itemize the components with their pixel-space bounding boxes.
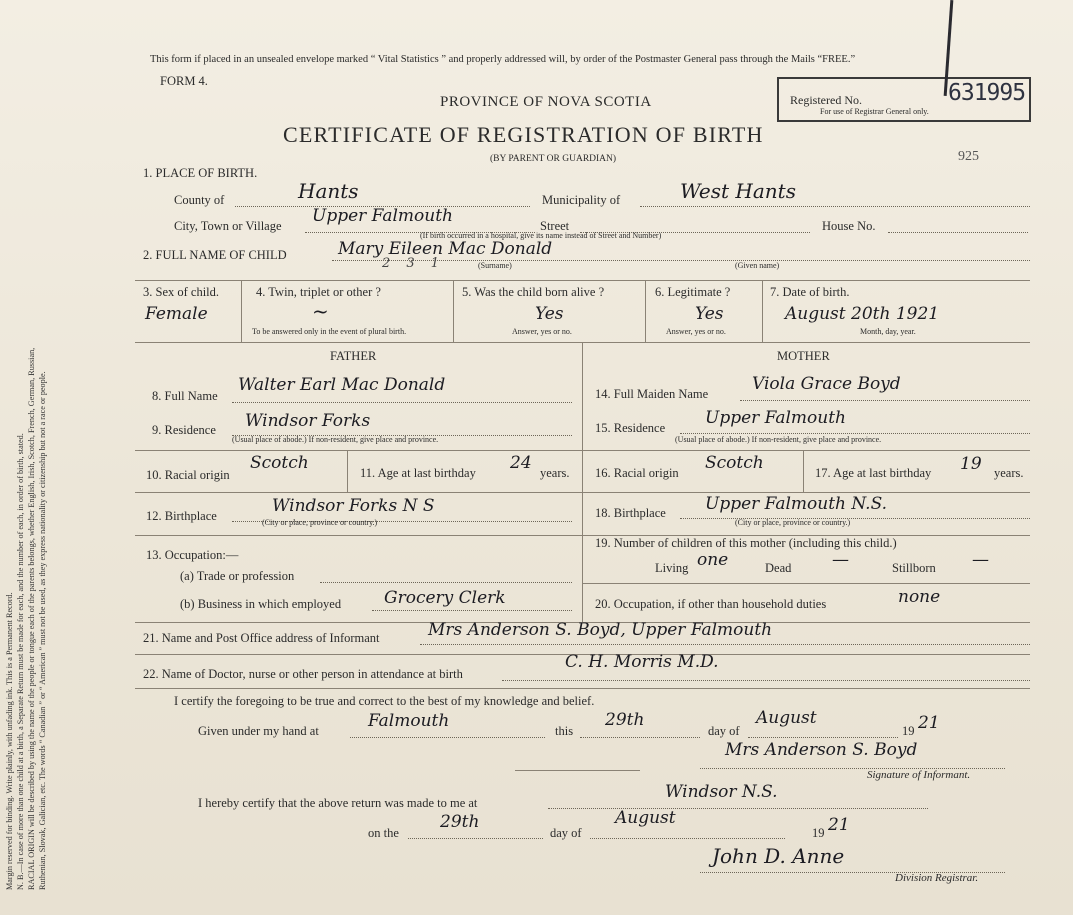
page-subtitle: (BY PARENT OR GUARDIAN) — [490, 154, 617, 164]
mother-occupation-label: 20. Occupation, if other than household duties — [595, 597, 827, 611]
margin-note-2: N. B.—In case of more than one child at a birth, a Separate Return must be made for each, and the number of each, in order of birth, stated. — [16, 433, 25, 890]
father-residence-label: 9. Residence — [152, 423, 216, 437]
mother-residence-value: Upper Falmouth — [705, 408, 846, 428]
given-year: 21 — [918, 713, 940, 733]
given-place: Falmouth — [368, 711, 450, 731]
mail-notice: This form if placed in an unsealed envelope marked “ Vital Statistics ” and properly addressed will, by order of the Postmaster General pass through the Mails “FREE.” — [150, 54, 856, 65]
father-heading: FATHER — [330, 349, 377, 363]
county-value: Hants — [298, 179, 359, 203]
children-label: 19. Number of children of this mother (including this child.) — [595, 536, 897, 550]
child-name-label: 2. FULL NAME OF CHILD — [143, 248, 287, 262]
mother-birthplace-label: 18. Birthplace — [595, 506, 666, 520]
given-day: 29th — [605, 710, 645, 730]
father-racial-label: 10. Racial origin — [146, 468, 230, 482]
father-name-label: 8. Full Name — [152, 389, 218, 403]
page-title: CERTIFICATE OF REGISTRATION OF BIRTH — [283, 122, 764, 147]
given-month: August — [756, 708, 817, 728]
certify-statement: I certify the foregoing to be true and correct to the best of my knowledge and belief. — [174, 694, 595, 708]
mother-age-label: 17. Age at last birthday — [815, 466, 932, 480]
father-racial-value: Scotch — [250, 453, 309, 473]
margin-note-4: Ruthenian, Slovak, Galician, etc. The words “ Canadian ” or “ American ” must not be used, as they express nationality or citizenship but not a race or people. — [38, 371, 47, 890]
this-label: this — [555, 724, 574, 738]
mother-name-label: 14. Full Maiden Name — [595, 387, 709, 401]
mother-birthplace-note: (City or place, province or country.) — [735, 518, 851, 527]
registrar-statement: I hereby certify that the above return was made to me at — [198, 796, 478, 810]
father-age-value: 24 — [510, 453, 532, 473]
sex-label: 3. Sex of child. — [143, 285, 220, 299]
trade-label: (a) Trade or profession — [180, 569, 295, 583]
father-age-unit: years. — [540, 466, 570, 480]
registrar-day: 29th — [440, 812, 480, 832]
informant-signature-label: Signature of Informant. — [867, 769, 971, 781]
city-value: Upper Falmouth — [312, 206, 453, 226]
mother-occupation-value: none — [898, 587, 941, 607]
mother-heading: MOTHER — [777, 349, 830, 363]
registrar-month: August — [615, 808, 676, 828]
registered-label: Registered No. — [790, 93, 862, 107]
registrar-year: 21 — [828, 815, 850, 835]
father-business-value: Grocery Clerk — [384, 588, 506, 608]
municipality-label: Municipality of — [542, 193, 621, 207]
stillborn-label: Stillborn — [892, 561, 936, 575]
father-birthplace-note: (City or place, province or country.) — [262, 518, 378, 527]
province-title: PROVINCE OF NOVA SCOTIA — [440, 94, 652, 110]
living-label: Living — [655, 561, 689, 575]
on-the-label: on the — [368, 826, 399, 840]
city-label: City, Town or Village — [174, 219, 282, 233]
legitimate-label: 6. Legitimate ? — [655, 285, 731, 299]
living-value: one — [697, 550, 729, 570]
date-value: August 20th 1921 — [785, 304, 940, 324]
surname-caption: (Surname) — [478, 261, 512, 270]
mother-racial-value: Scotch — [705, 453, 764, 473]
margin-note-3: RACIAL ORIGIN will be described by using the name of the people or tongue each of the parents belongs, whether English, Irish, Scotch, French, German, Russian, — [27, 347, 36, 890]
informant-label: 21. Name and Post Office address of Informant — [143, 631, 380, 645]
sex-value: Female — [145, 304, 208, 324]
mother-residence-label: 15. Residence — [595, 421, 666, 435]
dead-value: — — [832, 550, 849, 570]
street-label: Street — [540, 219, 570, 233]
child-name-value: Mary Eileen Mac Donald — [338, 239, 553, 259]
registered-sublabel: For use of Registrar General only. — [820, 107, 929, 116]
day-of-label: day of — [708, 724, 740, 738]
business-label: (b) Business in which employed — [180, 597, 342, 611]
municipality-value: West Hants — [680, 179, 796, 203]
dead-label: Dead — [765, 561, 792, 575]
form-number: FORM 4. — [160, 74, 208, 88]
hospital-note: (If birth occurred in a hospital, give its name instead of Street and Number) — [420, 231, 662, 240]
place-of-birth-heading: 1. PLACE OF BIRTH. — [143, 166, 258, 180]
registrar-signature: John D. Anne — [712, 844, 845, 868]
informant-value: Mrs Anderson S. Boyd, Upper Falmouth — [428, 620, 773, 640]
registered-number: 631995 — [948, 80, 1026, 106]
mother-residence-note: (Usual place of abode.) If non-resident, give place and province. — [675, 435, 882, 444]
registrar-day-of-label: day of — [550, 826, 582, 840]
corner-number: 925 — [958, 149, 979, 164]
father-residence-value: Windsor Forks — [245, 411, 371, 431]
twin-label: 4. Twin, triplet or other ? — [256, 285, 381, 299]
mother-birthplace-value: Upper Falmouth N.S. — [705, 494, 888, 514]
registrar-year-prefix: 19 — [812, 826, 825, 840]
given-year-prefix: 19 — [902, 724, 915, 738]
child-name-marks: 2 3 1 — [382, 256, 446, 271]
county-label: County of — [174, 193, 225, 207]
father-birthplace-label: 12. Birthplace — [146, 509, 217, 523]
father-birthplace-value: Windsor Forks N S — [272, 496, 435, 516]
given-label: Given under my hand at — [198, 724, 319, 738]
house-label: House No. — [822, 219, 876, 233]
twin-note: To be answered only in the event of plural birth. — [252, 327, 407, 336]
registrar-place: Windsor N.S. — [665, 782, 778, 802]
mother-racial-label: 16. Racial origin — [595, 466, 679, 480]
date-label: 7. Date of birth. — [770, 285, 850, 299]
alive-note: Answer, yes or no. — [512, 327, 572, 336]
alive-label: 5. Was the child born alive ? — [462, 285, 605, 299]
given-caption: (Given name) — [735, 261, 780, 270]
mother-name-value: Viola Grace Boyd — [752, 374, 901, 394]
twin-value: ~ — [312, 299, 329, 323]
registrar-signature-label: Division Registrar. — [895, 872, 979, 884]
legitimate-value: Yes — [695, 304, 724, 324]
legitimate-note: Answer, yes or no. — [666, 327, 726, 336]
margin-note-1: Margin reserved for binding. Write plainly, with unfading ink. This is a Permanent Record. — [5, 592, 14, 890]
alive-value: Yes — [535, 304, 564, 324]
father-occupation-label: 13. Occupation:— — [146, 548, 239, 562]
father-name-value: Walter Earl Mac Donald — [238, 375, 446, 395]
doctor-value: C. H. Morris M.D. — [565, 652, 719, 672]
mother-age-unit: years. — [994, 466, 1024, 480]
mother-age-value: 19 — [960, 454, 982, 474]
date-note: Month, day, year. — [860, 327, 916, 336]
margin-notes — [4, 30, 48, 890]
father-age-label: 11. Age at last birthday — [360, 466, 476, 480]
doctor-label: 22. Name of Doctor, nurse or other person in attendance at birth — [143, 667, 463, 681]
stillborn-value: — — [972, 550, 989, 570]
father-residence-note: (Usual place of abode.) If non-resident, give place and province. — [232, 435, 439, 444]
informant-signature: Mrs Anderson S. Boyd — [725, 740, 918, 760]
